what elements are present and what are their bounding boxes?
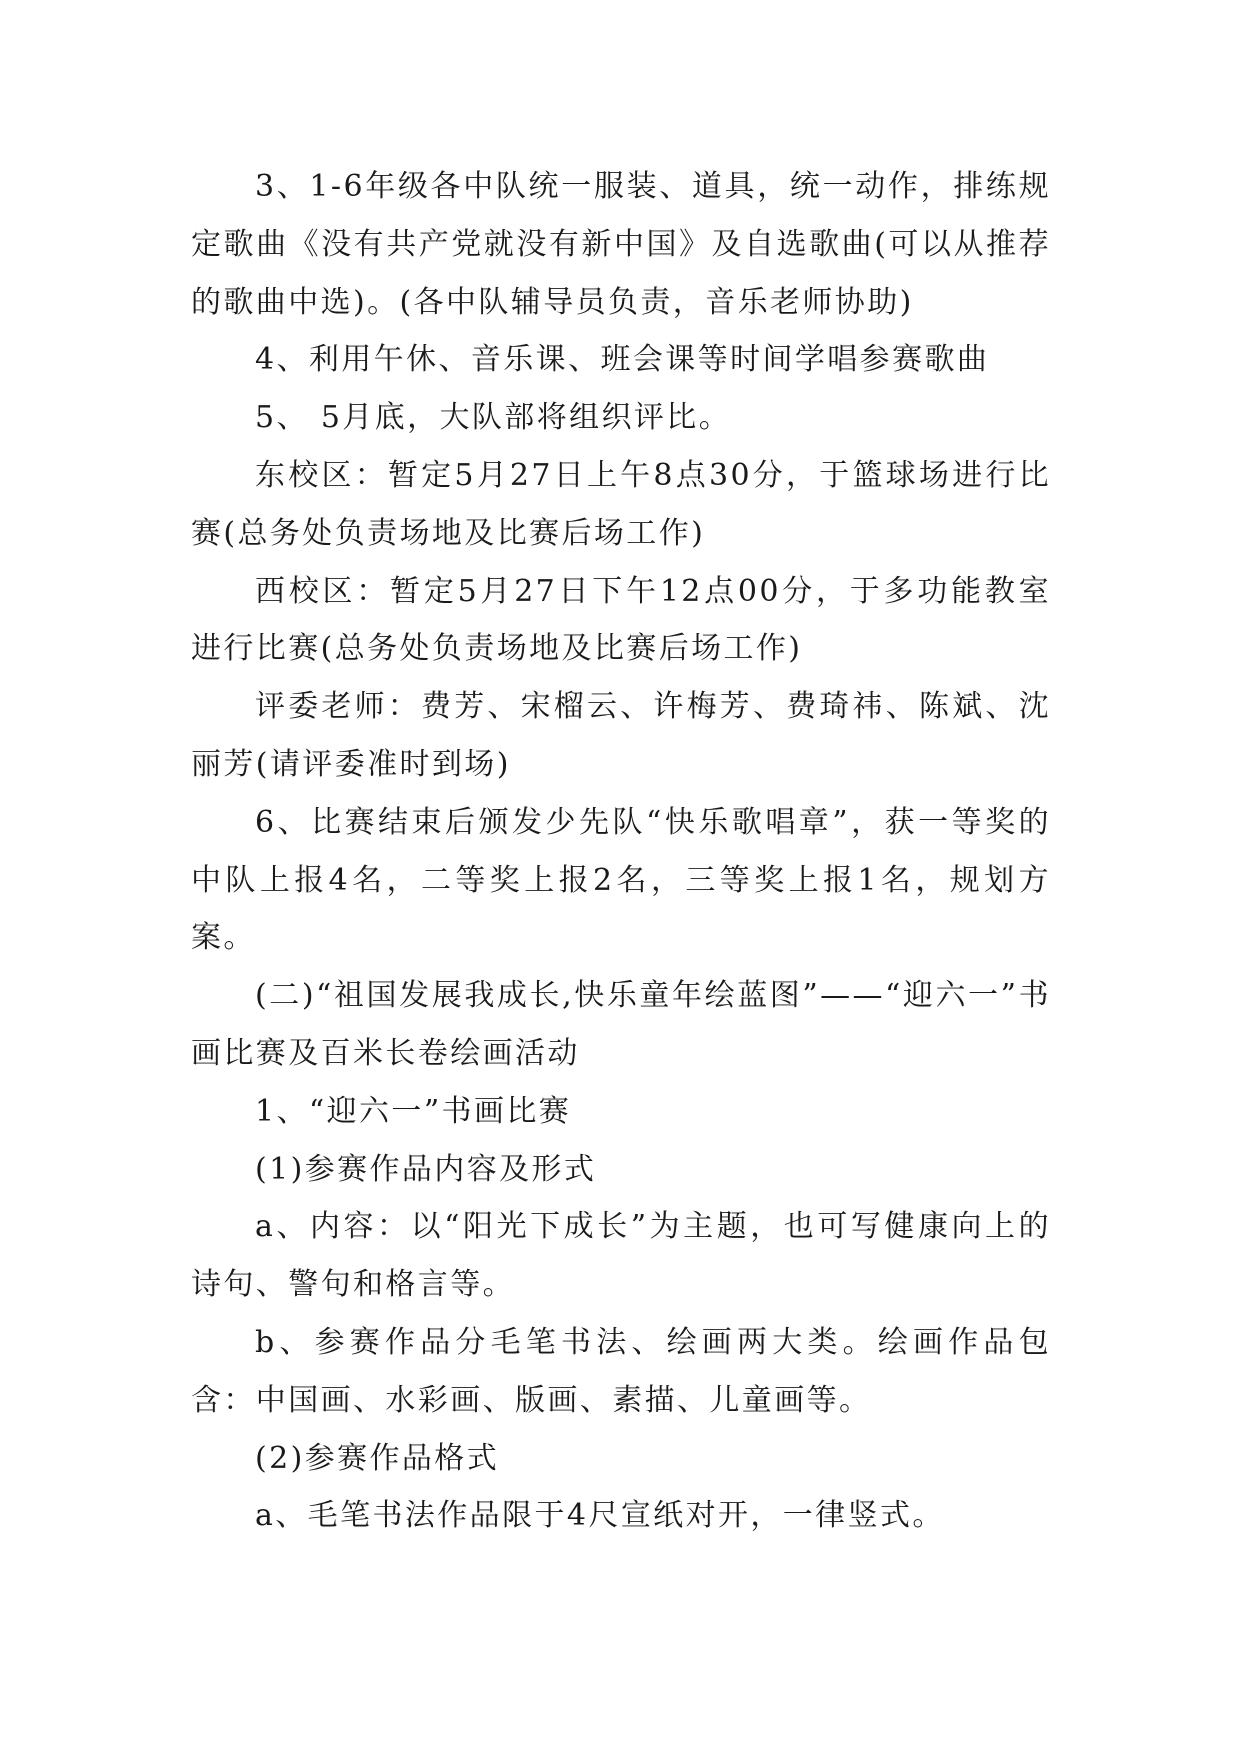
subheading-calligraphy-contest: 1、“迎六一”书画比赛 (255, 1093, 572, 1129)
document-body (191, 158, 1051, 1545)
paragraph-evaluation-date: 5、 5月底，大队部将组织评比。 (255, 400, 732, 436)
paragraph-awards: 6、比赛结束后颁发少先队“快乐歌唱章”，获一等奖的中队上报4名，二等奖上报2名，三等奖上报1名，规划方案。 (191, 804, 1051, 956)
paragraph-rehearsal-songs: 3、1-6年级各中队统一服装、道具，统一动作，排练规定歌曲《没有共产党就没有新中国》及自选歌曲(可以从推荐的歌曲中选)。(各中队辅导员负责，音乐老师协助) (191, 169, 1051, 320)
paragraph-judges: 评委老师：费芳、宋榴云、许梅芳、费琦祎、陈斌、沈丽芳(请评委准时到场) (191, 689, 1051, 782)
paragraph-west-campus: 西校区：暂定5月27日下午12点00分，于多功能教室进行比赛(总务处负责场地及比赛后场工作) (191, 573, 1051, 667)
paragraph-calligraphy-format: a、毛笔书法作品限于4尺宣纸对开，一律竖式。 (255, 1498, 945, 1534)
paragraph-content-theme: a、内容：以“阳光下成长”为主题，也可写健康向上的诗句、警句和格言等。 (191, 1209, 1051, 1303)
subheading-format: (2)参赛作品格式 (255, 1440, 500, 1476)
paragraph-east-campus: 东校区：暂定5月27日上午8点30分，于篮球场进行比赛(总务处负责场地及比赛后场工作) (191, 457, 1051, 551)
paragraph-categories: b、参赛作品分毛笔书法、绘画两大类。绘画作品包含：中国画、水彩画、版画、素描、儿童画等。 (191, 1324, 1051, 1418)
paragraph-learning-time: 4、利用午休、音乐课、班会课等时间学唱参赛歌曲 (255, 342, 990, 378)
subheading-content-form: (1)参赛作品内容及形式 (255, 1151, 597, 1187)
section-heading-painting-contest: (二)“祖国发展我成长,快乐童年绘蓝图”——“迎六一”书画比赛及百米长卷绘画活动 (191, 978, 1051, 1071)
